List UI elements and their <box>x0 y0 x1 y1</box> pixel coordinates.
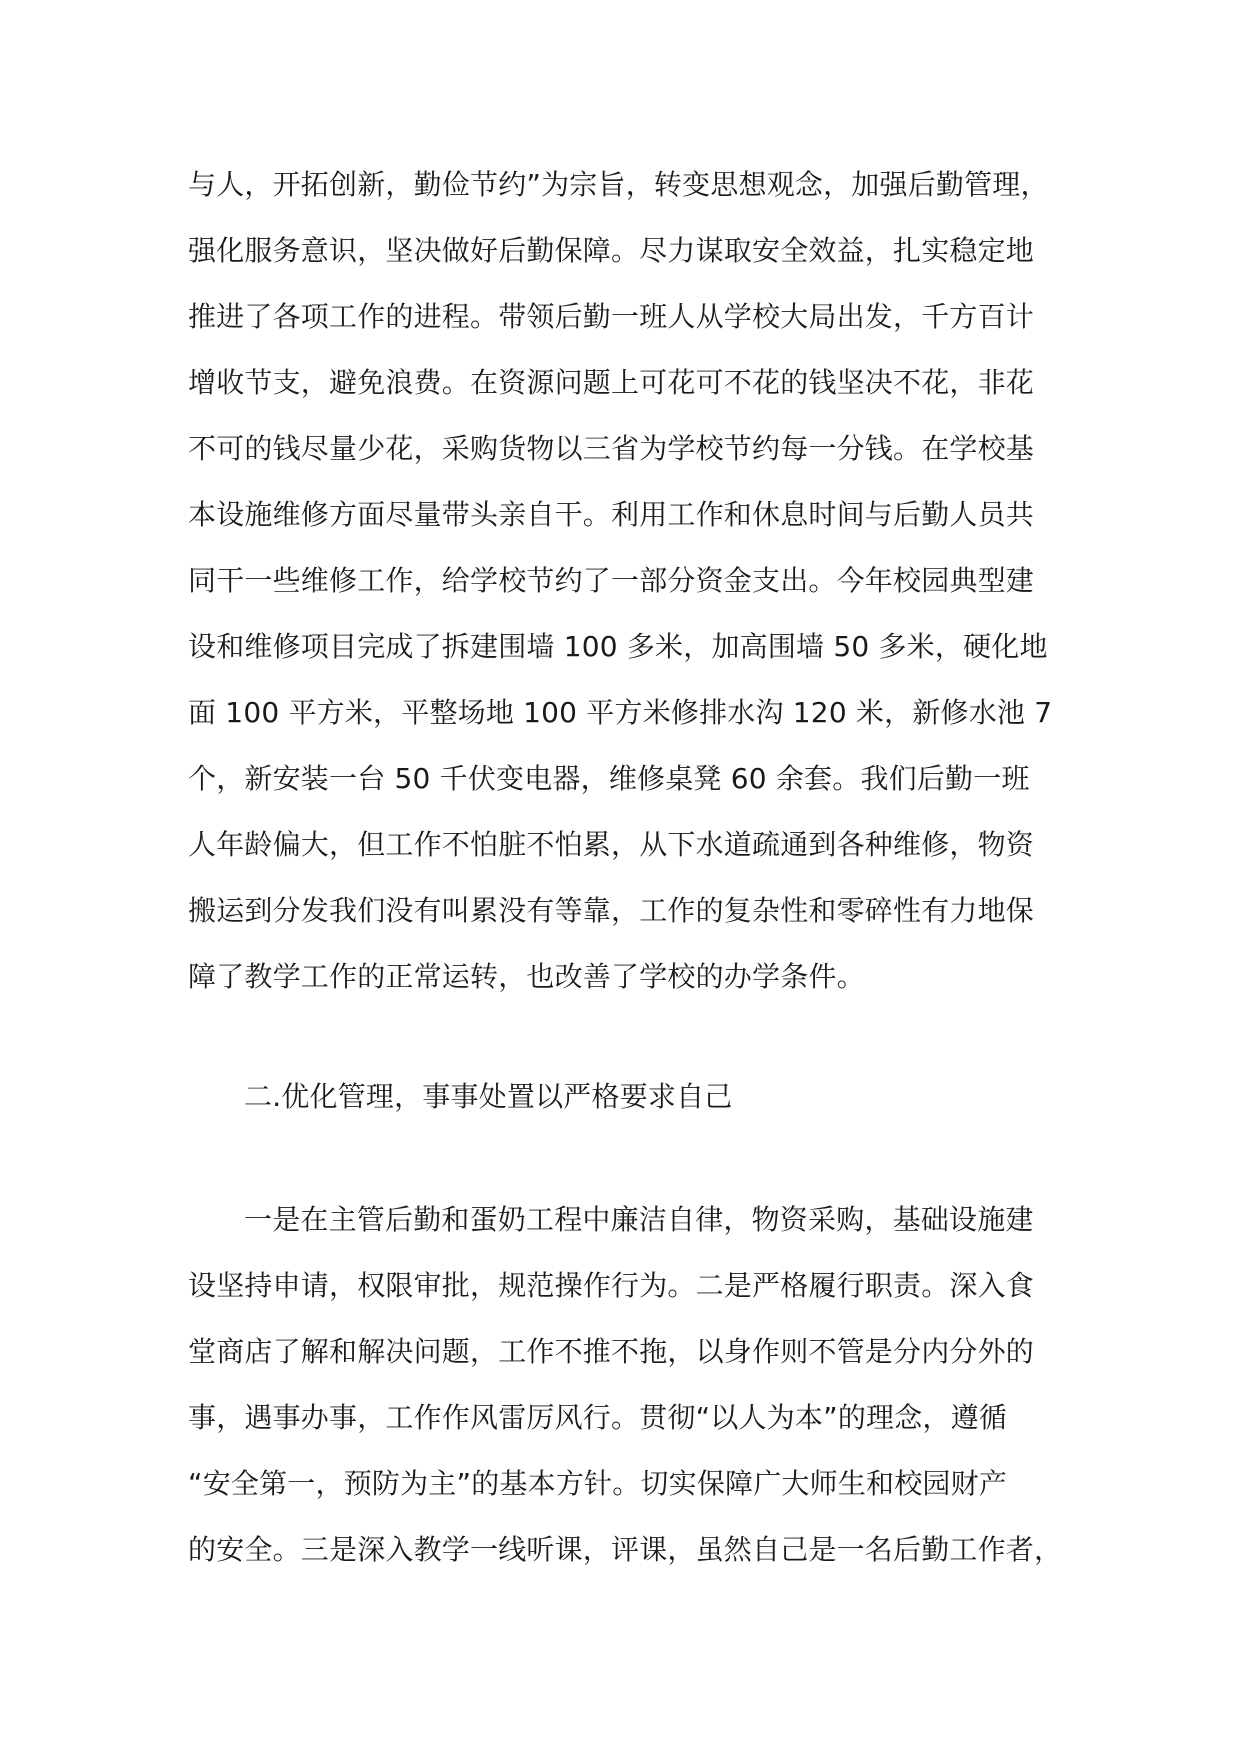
paragraph-line: 同干一些维修工作，给学校节约了一部分资金支出。今年校园典型建 <box>188 564 1035 597</box>
paragraph-logistics-work <box>188 152 1068 1010</box>
paragraph-line: 增收节支，避免浪费。在资源问题上可花可不花的钱坚决不花，非花 <box>188 366 1035 399</box>
paragraph-line: 人年龄偏大，但工作不怕脏不怕累，从下水道疏通到各种维修，物资 <box>188 828 1035 861</box>
paragraph-line: 设坚持申请，权限审批，规范操作行为。二是严格履行职责。深入食 <box>188 1269 1035 1302</box>
paragraph-line: 堂商店了解和解决问题，工作不推不拖，以身作则不管是分内分外的 <box>188 1335 1035 1368</box>
paragraph-management <box>188 1187 1068 1583</box>
paragraph-line: 面 100 平方米，平整场地 100 平方米修排水沟 120 米，新修水池 7 <box>188 696 1053 729</box>
paragraph-line: 不可的钱尽量少花，采购货物以三省为学校节约每一分钱。在学校基 <box>188 432 1035 465</box>
paragraph-line: 强化服务意识，坚决做好后勤保障。尽力谋取安全效益，扎实稳定地 <box>188 234 1035 267</box>
paragraph-line: 与人，开拓创新，勤俭节约”为宗旨，转变思想观念，加强后勤管理， <box>188 168 1049 201</box>
paragraph-line: 个，新安装一台 50 千伏变电器，维修桌凳 60 余套。我们后勤一班 <box>188 762 1030 795</box>
section-heading: 二.优化管理，事事处置以严格要求自己 <box>244 1080 733 1113</box>
paragraph-line: 障了教学工作的正常运转，也改善了学校的办学条件。 <box>188 960 865 993</box>
paragraph-line: 事，遇事办事，工作作风雷厉风行。贯彻“以人为本”的理念，遵循 <box>188 1401 1008 1434</box>
paragraph-line: 设和维修项目完成了拆建围墙 100 多米，加高围墙 50 多米，硬化地 <box>188 630 1048 663</box>
paragraph-line: 本设施维修方面尽量带头亲自干。利用工作和休息时间与后勤人员共 <box>188 498 1035 531</box>
section-heading-container <box>188 1064 1068 1130</box>
paragraph-line: “安全第一，预防为主”的基本方针。切实保障广大师生和校园财产 <box>188 1467 1008 1500</box>
paragraph-line: 一是在主管后勤和蛋奶工程中廉洁自律，物资采购，基础设施建 <box>244 1203 1034 1236</box>
paragraph-line: 推进了各项工作的进程。带领后勤一班人从学校大局出发，千方百计 <box>188 300 1035 333</box>
paragraph-line: 搬运到分发我们没有叫累没有等靠，工作的复杂性和零碎性有力地保 <box>188 894 1035 927</box>
paragraph-line: 的安全。三是深入教学一线听课，评课，虽然自己是一名后勤工作者， <box>188 1533 1063 1566</box>
